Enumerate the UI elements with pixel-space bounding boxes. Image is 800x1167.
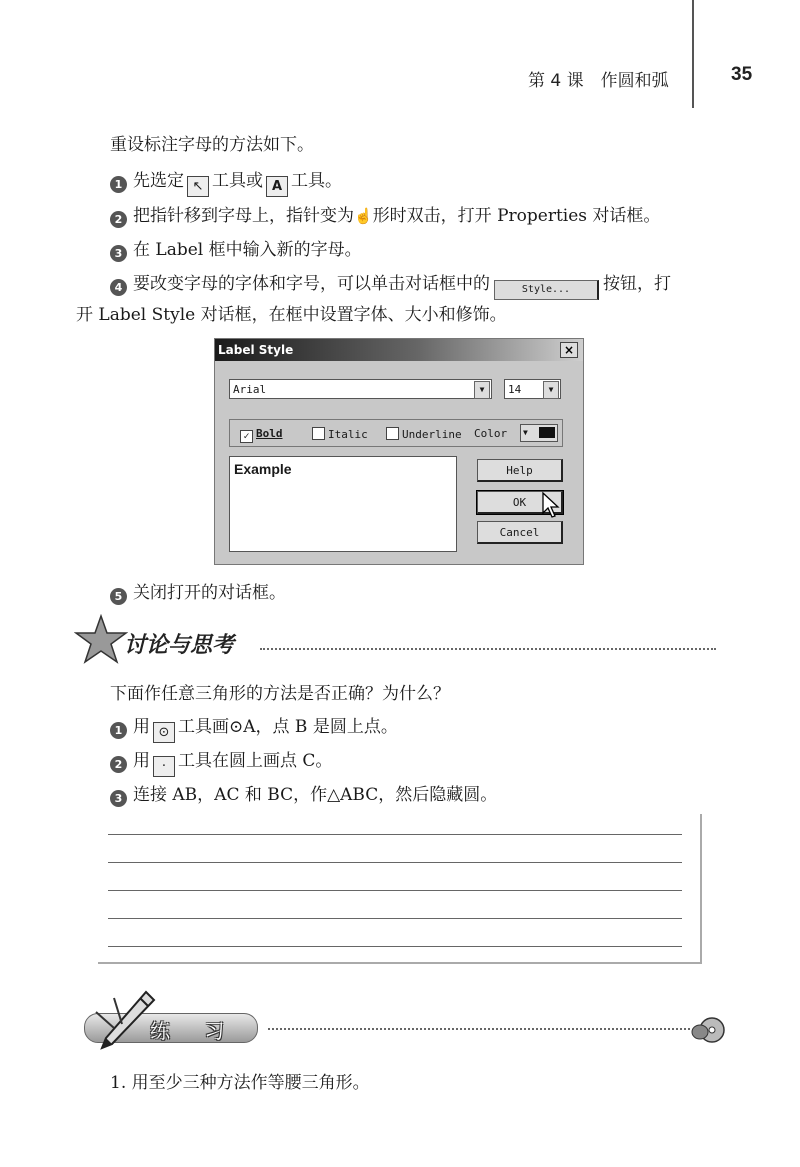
- style-button-image: Style...: [494, 280, 599, 300]
- step-number: 5: [110, 588, 127, 605]
- step-text: 按钮，打: [603, 274, 671, 294]
- step-5: [110, 583, 286, 605]
- arrow-select-tool-icon: ↖: [187, 176, 209, 197]
- style-options-group: [229, 419, 563, 447]
- discussion-step-3: [110, 785, 497, 807]
- intro-text: 重设标注字母的方法如下。: [110, 135, 314, 155]
- color-swatch: [539, 427, 555, 438]
- step-number: 3: [110, 245, 127, 262]
- answer-line: [108, 890, 682, 891]
- step-number: 2: [110, 756, 127, 773]
- exercise-item-1: 1. 用至少三种方法作等腰三角形。: [110, 1073, 370, 1093]
- color-picker[interactable]: [520, 424, 558, 442]
- step-text: 连接 AB，AC 和 BC，作△ABC，然后隐藏圆。: [133, 785, 498, 805]
- italic-checkbox[interactable]: [312, 427, 325, 440]
- answer-lines: [98, 814, 702, 964]
- step-text: 关闭打开的对话框。: [133, 583, 286, 603]
- step-4-continued: 开 Label Style 对话框，在框中设置字体、大小和修饰。: [76, 305, 507, 325]
- discussion-question: 下面作任意三角形的方法是否正确？为什么？: [110, 684, 450, 704]
- underline-checkbox-row[interactable]: [386, 427, 462, 441]
- circle-tool-icon: ⊙: [153, 722, 175, 743]
- lesson-title: 第 4 课 作圆和弧: [528, 71, 669, 91]
- hand-pointer-icon: ☝: [354, 207, 373, 225]
- font-select[interactable]: [229, 379, 492, 399]
- step-text: 要改变字母的字体和字号，可以单击对话框中的: [133, 274, 490, 294]
- chevron-down-icon[interactable]: ▼: [543, 381, 559, 399]
- cancel-button[interactable]: Cancel: [477, 521, 563, 544]
- pencil-icon: [94, 988, 158, 1054]
- step-2: [110, 206, 660, 228]
- bold-checkbox-row[interactable]: [240, 427, 283, 443]
- discussion-step-1: [110, 717, 398, 743]
- font-select-value: Arial: [233, 383, 267, 396]
- exercise-heading: 练 习: [150, 1019, 239, 1043]
- step-text: 把指针移到字母上，指针变为: [133, 206, 354, 226]
- step-text: 先选定: [133, 171, 184, 191]
- step-text: 工具在圆上画点 C。: [178, 751, 333, 771]
- italic-checkbox-row[interactable]: [312, 427, 368, 441]
- step-number: 4: [110, 279, 127, 296]
- page-number: 35: [731, 64, 753, 85]
- text-A-tool-icon: A: [266, 176, 288, 197]
- header-divider: [692, 0, 694, 108]
- step-text: 用: [133, 717, 150, 737]
- step-4: [110, 274, 671, 300]
- size-select-value: 14: [508, 383, 522, 396]
- bold-checkbox[interactable]: ✓: [240, 430, 253, 443]
- step-text: 工具或: [212, 171, 263, 191]
- exercise-divider: [268, 1028, 690, 1030]
- answer-line: [108, 862, 682, 863]
- step-text: 在 Label 框中输入新的字母。: [133, 240, 362, 260]
- dialog-title: Label Style: [218, 343, 294, 357]
- ok-button[interactable]: OK: [477, 491, 563, 514]
- label-style-dialog: [214, 338, 584, 565]
- underline-label: Underline: [402, 428, 462, 441]
- step-text: 用: [133, 751, 150, 771]
- size-select[interactable]: [504, 379, 561, 399]
- mouse-cursor-icon: [541, 491, 563, 521]
- step-1: [110, 171, 342, 197]
- answer-line: [108, 834, 682, 835]
- step-number: 3: [110, 790, 127, 807]
- step-number: 2: [110, 211, 127, 228]
- step-3: [110, 240, 362, 262]
- example-preview: Example: [229, 456, 457, 552]
- underline-checkbox[interactable]: [386, 427, 399, 440]
- discussion-divider: [260, 648, 716, 650]
- close-icon[interactable]: ×: [560, 342, 578, 358]
- dialog-titlebar: [215, 339, 583, 361]
- color-label: Color: [474, 427, 508, 440]
- star-icon: [74, 614, 128, 664]
- answer-line: [108, 946, 682, 947]
- step-text: 工具画⊙A，点 B 是圆上点。: [178, 717, 398, 737]
- chevron-down-icon: ▼: [523, 428, 528, 437]
- step-text: 形时双击，打开 Properties 对话框。: [372, 206, 661, 226]
- discussion-heading: 讨论与思考: [124, 632, 235, 658]
- chevron-down-icon[interactable]: ▼: [474, 381, 490, 399]
- cd-disc-icon: [690, 1016, 726, 1044]
- discussion-step-2: [110, 751, 332, 777]
- italic-label: Italic: [328, 428, 368, 441]
- step-number: 1: [110, 722, 127, 739]
- answer-line: [108, 918, 682, 919]
- help-button[interactable]: Help: [477, 459, 563, 482]
- step-number: 1: [110, 176, 127, 193]
- bold-label: Bold: [256, 427, 283, 440]
- point-tool-icon: ·: [153, 756, 175, 777]
- step-text: 工具。: [291, 171, 342, 191]
